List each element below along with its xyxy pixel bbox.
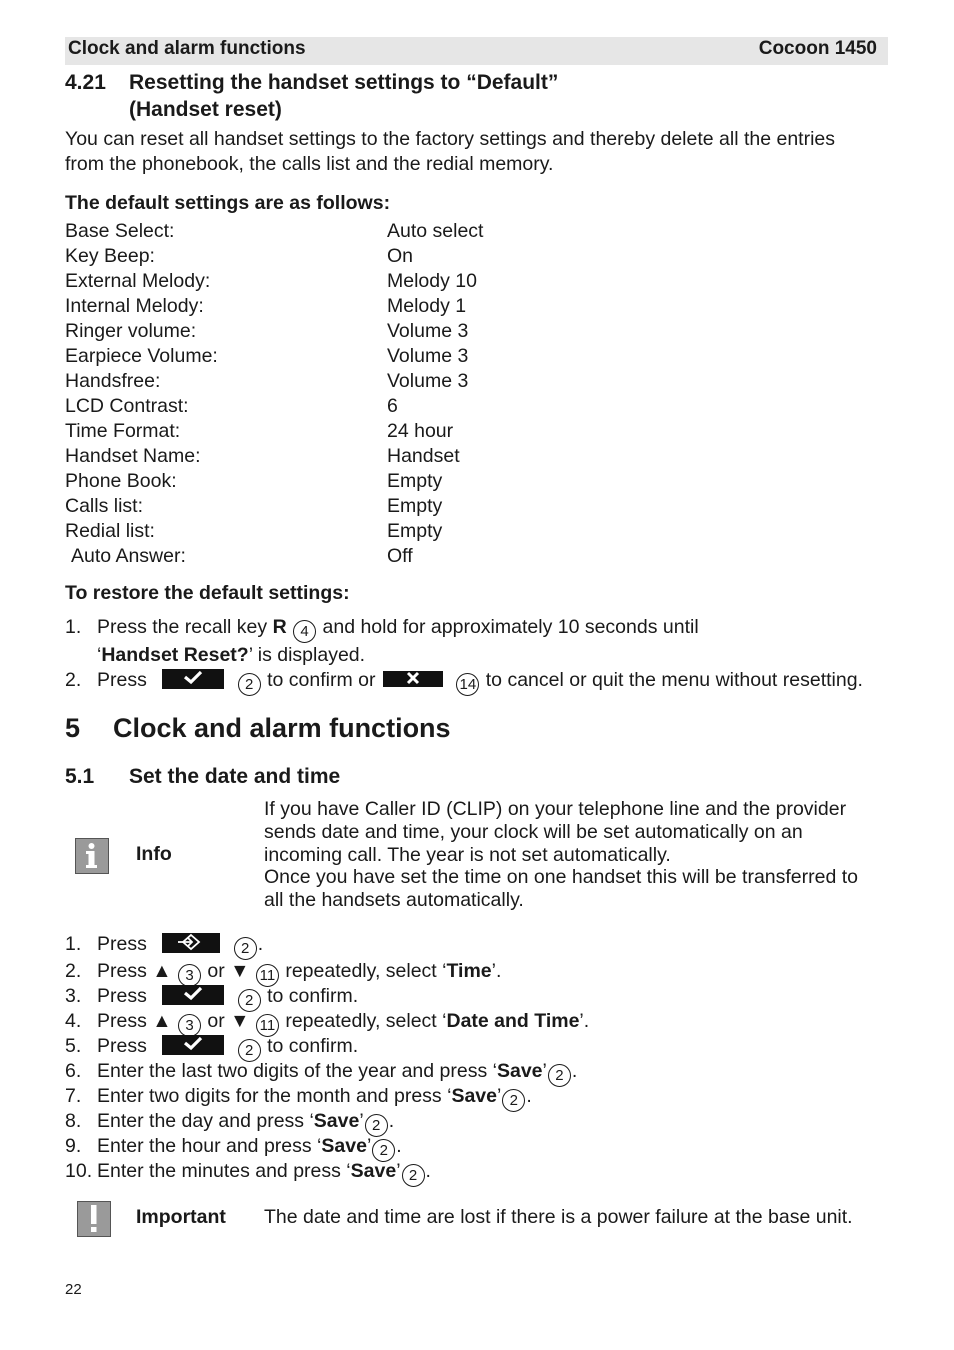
step-text: Press bbox=[97, 985, 147, 1007]
default-label: External Melody: bbox=[65, 270, 211, 292]
date-step-6 bbox=[97, 1060, 577, 1087]
default-value: On bbox=[387, 245, 414, 267]
defaults-values bbox=[387, 219, 483, 569]
important-label: Important bbox=[136, 1206, 226, 1228]
step-number: 3. bbox=[65, 985, 82, 1007]
date-step-9 bbox=[97, 1135, 402, 1162]
step-number: 10. bbox=[65, 1160, 93, 1182]
step-text: ’. bbox=[491, 960, 502, 982]
step-number: 2. bbox=[65, 960, 82, 982]
info-line: Once you have set the time on one handset this will be transferred to bbox=[264, 866, 859, 889]
step-text: to confirm. bbox=[267, 1035, 359, 1057]
info-text bbox=[264, 798, 858, 912]
info-line: all the handsets automatically. bbox=[264, 889, 524, 912]
step-text: . bbox=[571, 1060, 578, 1082]
step-text: ’ bbox=[542, 1060, 547, 1082]
step-text: repeatedly, select ‘ bbox=[285, 960, 447, 982]
section-title: Set the date and time bbox=[129, 765, 341, 788]
confirm-softkey-icon bbox=[162, 985, 224, 1005]
key-number-badge: 2 bbox=[238, 673, 261, 696]
default-value: Volume 3 bbox=[387, 345, 469, 367]
default-value: 24 hour bbox=[387, 420, 454, 442]
date-step-2 bbox=[97, 960, 501, 987]
step-text: Enter the hour and press ‘ bbox=[97, 1135, 322, 1157]
default-label: Internal Melody: bbox=[65, 295, 204, 317]
key-number-badge: 11 bbox=[256, 964, 279, 987]
step-number: 8. bbox=[65, 1110, 82, 1132]
key-number-badge: 3 bbox=[178, 1014, 201, 1037]
section-title-line2: (Handset reset) bbox=[129, 98, 282, 121]
section-number: 5.1 bbox=[65, 765, 95, 788]
info-line: incoming call. The year is not set automatically. bbox=[264, 843, 671, 866]
warning-exclamation-icon bbox=[77, 1201, 111, 1237]
step-text: ’ bbox=[496, 1085, 502, 1107]
quote: ‘ bbox=[97, 644, 102, 666]
default-label: Key Beep: bbox=[65, 245, 155, 267]
menu-softkey-icon bbox=[162, 933, 220, 953]
section-number: 4.21 bbox=[65, 71, 106, 94]
step-text: ’ is displayed. bbox=[248, 644, 366, 666]
menu-item-name: Time bbox=[446, 960, 492, 982]
default-label: Earpiece Volume: bbox=[65, 345, 218, 367]
step-number: 7. bbox=[65, 1085, 82, 1107]
intro-text: from the phonebook, the calls list and the redial memory. bbox=[65, 153, 554, 175]
key-number-badge: 2 bbox=[548, 1064, 571, 1087]
key-number-badge: 2 bbox=[402, 1164, 425, 1187]
restore-step-1-cont bbox=[97, 644, 365, 667]
step-text: or ▼ bbox=[207, 1010, 250, 1032]
step-text: . bbox=[425, 1160, 431, 1182]
default-value: Off bbox=[387, 545, 413, 567]
step-text: to confirm or bbox=[267, 669, 376, 691]
step-text: and hold for approximately 10 seconds until bbox=[317, 616, 699, 638]
info-line: sends date and time, your clock will be set automatically on an bbox=[264, 820, 803, 843]
step-text: ’ bbox=[366, 1135, 372, 1157]
step-text: or ▼ bbox=[207, 960, 250, 982]
step-text: Press bbox=[97, 669, 147, 691]
default-value: 6 bbox=[387, 395, 398, 417]
step-text: ’ bbox=[396, 1160, 401, 1182]
chapter-title: Clock and alarm functions bbox=[113, 713, 451, 743]
key-number-badge: 2 bbox=[234, 937, 257, 960]
display-message: Handset Reset? bbox=[101, 644, 249, 666]
header-product: Cocoon 1450 bbox=[758, 38, 877, 59]
step-text: Press ▲ bbox=[97, 1010, 172, 1032]
key-number-badge: 14 bbox=[456, 673, 479, 696]
step-text: to confirm. bbox=[267, 985, 359, 1007]
step-text: Enter the day and press ‘ bbox=[97, 1110, 314, 1132]
key-number-badge: 2 bbox=[365, 1114, 388, 1137]
info-icon bbox=[75, 838, 109, 874]
step-text: . bbox=[257, 933, 264, 955]
restore-step-2 bbox=[97, 669, 863, 696]
default-label: Ringer volume: bbox=[65, 320, 197, 342]
step-number: 9. bbox=[65, 1135, 82, 1157]
header-chapter: Clock and alarm functions bbox=[68, 38, 306, 59]
default-value: Melody 1 bbox=[387, 295, 467, 317]
default-label: Handsfree: bbox=[65, 370, 161, 392]
step-number: 1. bbox=[65, 616, 82, 638]
default-value: Volume 3 bbox=[387, 320, 469, 342]
key-number-badge: 4 bbox=[293, 620, 316, 643]
date-step-7 bbox=[97, 1085, 532, 1112]
softkey-label: Save bbox=[313, 1110, 360, 1132]
step-text: Press bbox=[97, 933, 147, 955]
step-text: repeatedly, select ‘ bbox=[285, 1010, 447, 1032]
info-line: If you have Caller ID (CLIP) on your telephone line and the provider bbox=[264, 798, 847, 820]
info-label: Info bbox=[136, 843, 172, 865]
date-step-1 bbox=[97, 933, 263, 960]
important-text: The date and time are lost if there is a power failure at the base unit. bbox=[264, 1206, 853, 1228]
softkey-label: Save bbox=[451, 1085, 497, 1107]
default-label: Base Select: bbox=[65, 220, 175, 242]
date-step-4 bbox=[97, 1010, 589, 1037]
step-text: to cancel or quit the menu without resetting. bbox=[485, 669, 863, 691]
default-label: Phone Book: bbox=[65, 470, 177, 492]
restore-step-1 bbox=[97, 616, 699, 643]
step-text: ’. bbox=[579, 1010, 590, 1032]
softkey-label: Save bbox=[496, 1060, 543, 1082]
date-step-8 bbox=[97, 1110, 394, 1137]
key-number-badge: 2 bbox=[502, 1089, 525, 1112]
default-value: Empty bbox=[387, 495, 443, 517]
step-text: Press ▲ bbox=[97, 960, 172, 982]
key-number-badge: 2 bbox=[238, 1039, 261, 1062]
key-number-badge: 11 bbox=[256, 1014, 279, 1037]
key-number-badge: 2 bbox=[238, 989, 261, 1012]
step-number: 4. bbox=[65, 1010, 82, 1032]
default-value: Auto select bbox=[387, 220, 484, 242]
default-value: Handset bbox=[387, 445, 460, 467]
recall-key-label: R bbox=[272, 616, 287, 638]
step-text: Enter two digits for the month and press ‘ bbox=[97, 1085, 452, 1107]
defaults-heading: The default settings are as follows: bbox=[65, 192, 391, 214]
default-label: LCD Contrast: bbox=[65, 395, 189, 417]
page-number: 22 bbox=[65, 1281, 82, 1298]
step-text: Press the recall key bbox=[97, 616, 273, 638]
default-value: Volume 3 bbox=[387, 370, 469, 392]
step-number: 6. bbox=[65, 1060, 82, 1082]
section-title: Resetting the handset settings to “Default” bbox=[129, 71, 559, 94]
intro-text: You can reset all handset settings to the factory settings and thereby delete all the entries bbox=[65, 128, 836, 150]
confirm-softkey-icon bbox=[162, 1035, 224, 1055]
step-text: . bbox=[388, 1110, 395, 1132]
step-number: 2. bbox=[65, 669, 82, 691]
step-text: Enter the last two digits of the year and press ‘ bbox=[97, 1060, 497, 1082]
softkey-label: Save bbox=[321, 1135, 367, 1157]
step-text: . bbox=[396, 1135, 402, 1157]
menu-item-name: Date and Time bbox=[446, 1010, 580, 1032]
confirm-softkey-icon bbox=[162, 669, 224, 689]
date-step-3 bbox=[97, 985, 358, 1012]
step-text: Enter the minutes and press ‘ bbox=[97, 1160, 351, 1182]
date-step-5 bbox=[97, 1035, 358, 1062]
default-label: Time Format: bbox=[65, 420, 181, 442]
default-label: Auto Answer: bbox=[71, 545, 186, 567]
date-step-10 bbox=[97, 1160, 431, 1187]
key-number-badge: 3 bbox=[178, 964, 201, 987]
step-number: 1. bbox=[65, 933, 82, 955]
default-value: Empty bbox=[387, 520, 443, 542]
step-text: ’ bbox=[359, 1110, 364, 1132]
step-text: Press bbox=[97, 1035, 147, 1057]
default-label: Handset Name: bbox=[65, 445, 201, 467]
key-number-badge: 2 bbox=[372, 1139, 395, 1162]
restore-heading: To restore the default settings: bbox=[65, 582, 350, 604]
chapter-number: 5 bbox=[65, 713, 81, 743]
softkey-label: Save bbox=[350, 1160, 397, 1182]
cancel-softkey-icon bbox=[383, 671, 443, 687]
step-text: . bbox=[526, 1085, 532, 1107]
default-label: Redial list: bbox=[65, 520, 155, 542]
defaults-labels bbox=[65, 219, 218, 569]
default-label: Calls list: bbox=[65, 495, 144, 517]
default-value: Empty bbox=[387, 470, 443, 492]
default-value: Melody 10 bbox=[387, 270, 477, 292]
step-number: 5. bbox=[65, 1035, 82, 1057]
